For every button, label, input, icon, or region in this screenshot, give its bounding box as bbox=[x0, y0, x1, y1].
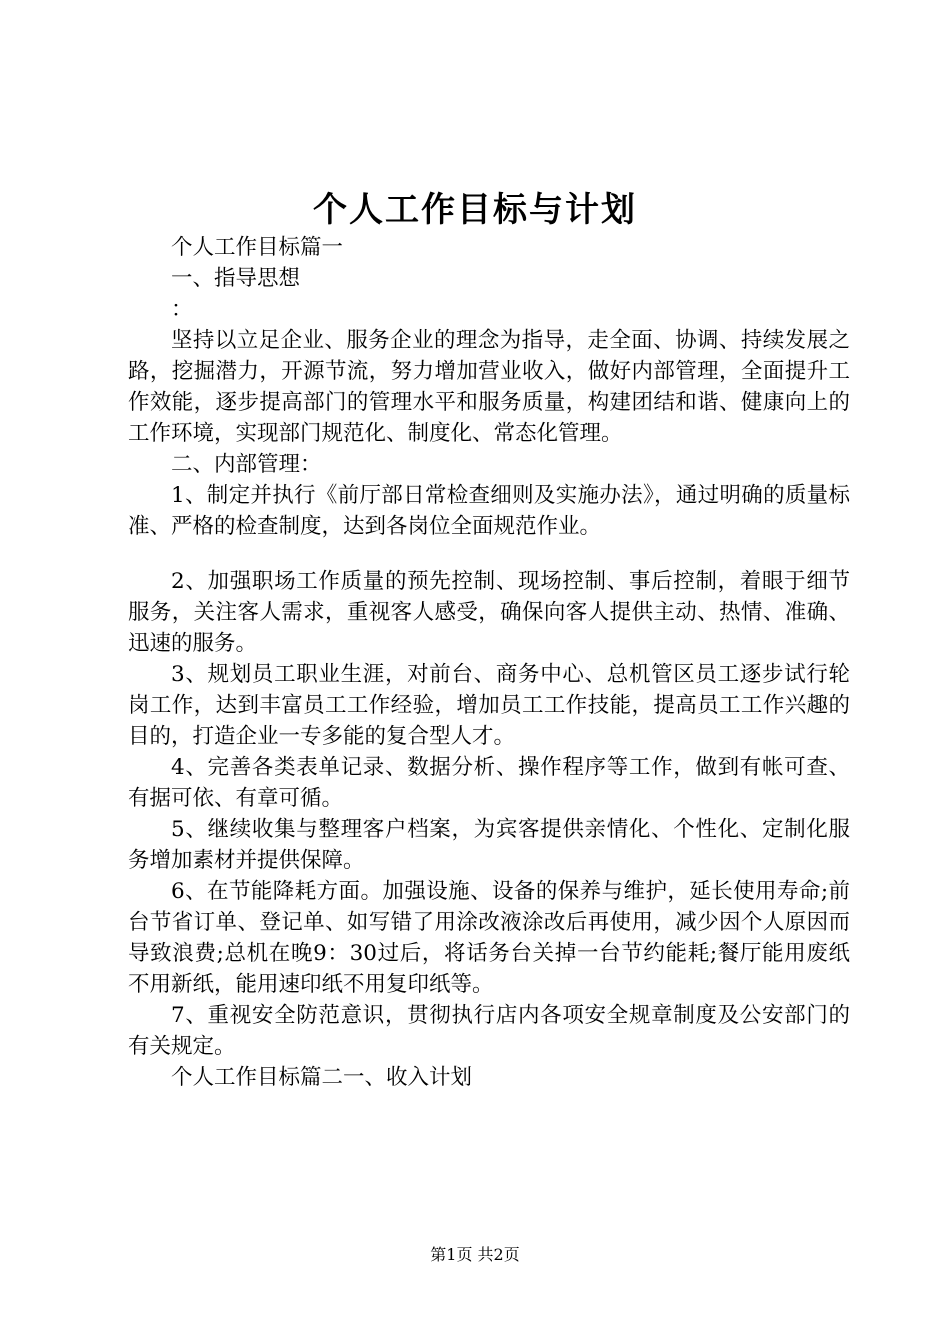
list-item: 5、继续收集与整理客户档案，为宾客提供亲情化、个性化、定制化服务增加素材并提供保障。 bbox=[128, 817, 850, 873]
list-item: 4、完善各类表单记录、数据分析、操作程序等工作，做到有帐可查、有据可依、有章可循。 bbox=[128, 755, 850, 811]
section-heading: 个人工作目标篇一 bbox=[171, 235, 344, 260]
list-item: 6、在节能降耗方面。加强设施、设备的保养与维护，延长使用寿命;前台节省订单、登记单、如写错了用涂改液涂改后再使用，减少因个人原因而导致浪费;总机在晚9：30过后，将话务台关掉一台节约能耗;餐厅能用废纸不用新纸，能用速印纸不用复印纸等。 bbox=[128, 879, 850, 997]
subsection-heading: 二、内部管理： bbox=[171, 452, 322, 477]
list-item: 2、加强职场工作质量的预先控制、现场控制、事后控制，着眼于细节服务，关注客人需求，重视客人感受，确保向客人提供主动、热情、准确、迅速的服务。 bbox=[128, 569, 850, 656]
list-item: 1、制定并执行《前厅部日常检查细则及实施办法》，通过明确的质量标准、严格的检查制度，达到各岗位全面规范作业。 bbox=[128, 483, 850, 539]
list-item: 7、重视安全防范意识，贯彻执行店内各项安全规章制度及公安部门的有关规定。 bbox=[128, 1003, 850, 1059]
subsection-heading: 一、指导思想 bbox=[171, 266, 301, 291]
paragraph: 坚持以立足企业、服务企业的理念为指导，走全面、协调、持续发展之路，挖掘潜力，开源节流，努力增加营业收入，做好内部管理，全面提升工作效能，逐步提高部门的管理水平和服务质量，构建团结和谐、健康向上的工作环境，实现部门规范化、制度化、常态化管理。 bbox=[128, 328, 850, 446]
page-footer: 第1页 共2页 bbox=[430, 1245, 520, 1264]
section-heading: 个人工作目标篇二一、收入计划 bbox=[171, 1065, 473, 1090]
document-title: 个人工作目标与计划 bbox=[313, 190, 637, 230]
document-body bbox=[128, 232, 850, 1093]
colon-line: ： bbox=[171, 297, 193, 322]
list-item: 3、规划员工职业生涯，对前台、商务中心、总机管区员工逐步试行轮岗工作，达到丰富员工工作经验，增加员工工作技能，提高员工工作兴趣的目的，打造企业一专多能的复合型人才。 bbox=[128, 662, 850, 749]
